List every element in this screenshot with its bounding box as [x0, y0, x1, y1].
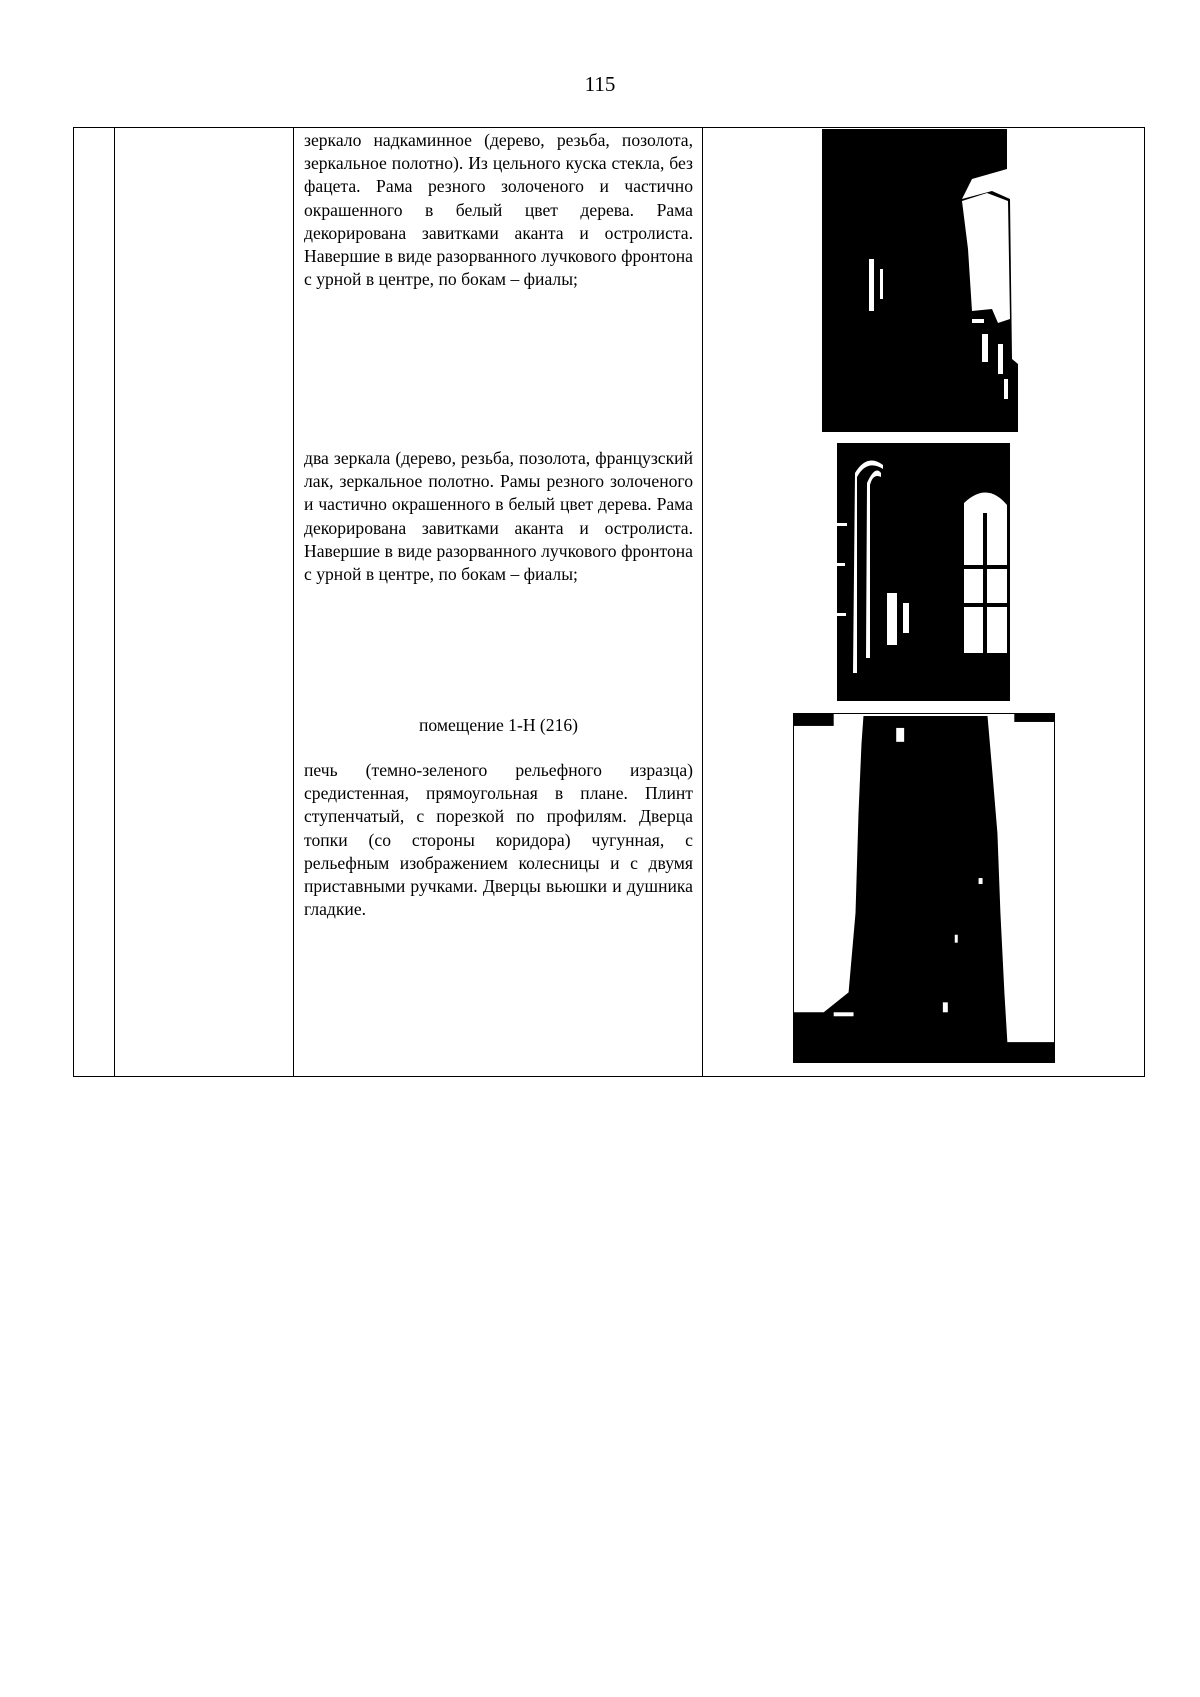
- stove-photo: [793, 713, 1055, 1063]
- page-number: 115: [584, 72, 616, 96]
- mirror-photo: [822, 129, 1025, 432]
- column-divider-1: [114, 128, 115, 1076]
- room-heading: помещение 1-Н (216): [418, 715, 579, 735]
- column-divider-3: [702, 128, 703, 1076]
- item-description: зеркало надкаминное (дерево, резьба, позолота, зеркальное полотно). Из цельного куска стекла, без фацета. Рама резного золоченого и частично окрашенного в белый цвет дерева. Рама декорирована завитками аканта и остролиста. Навершие в виде разорванного лучкового фронтона с урной в центре, по бокам – фиалы;: [304, 130, 693, 290]
- two-mirrors-photo: [837, 443, 1010, 701]
- item-description: два зеркала (дерево, резьба, позолота, французский лак, зеркальное полотно. Рамы резного золоченого и частично окрашенного в белый цвет дерева. Рама декорирована завитками аканта и остролиста. Навершие в виде разорванного лучкового фронтона с урной в центре, по бокам – фиалы;: [304, 448, 693, 585]
- room-description: печь (темно-зеленого рельефного изразца) средистенная, прямоугольная в плане. Плинт ступенчатый, с порезкой по профилям. Дверца топки (со стороны коридора) чугунная, с рельефным изображением колесницы и с двумя приставными ручками. Дверцы вьюшки и душника гладкие.: [304, 760, 693, 920]
- column-divider-2: [293, 128, 294, 1076]
